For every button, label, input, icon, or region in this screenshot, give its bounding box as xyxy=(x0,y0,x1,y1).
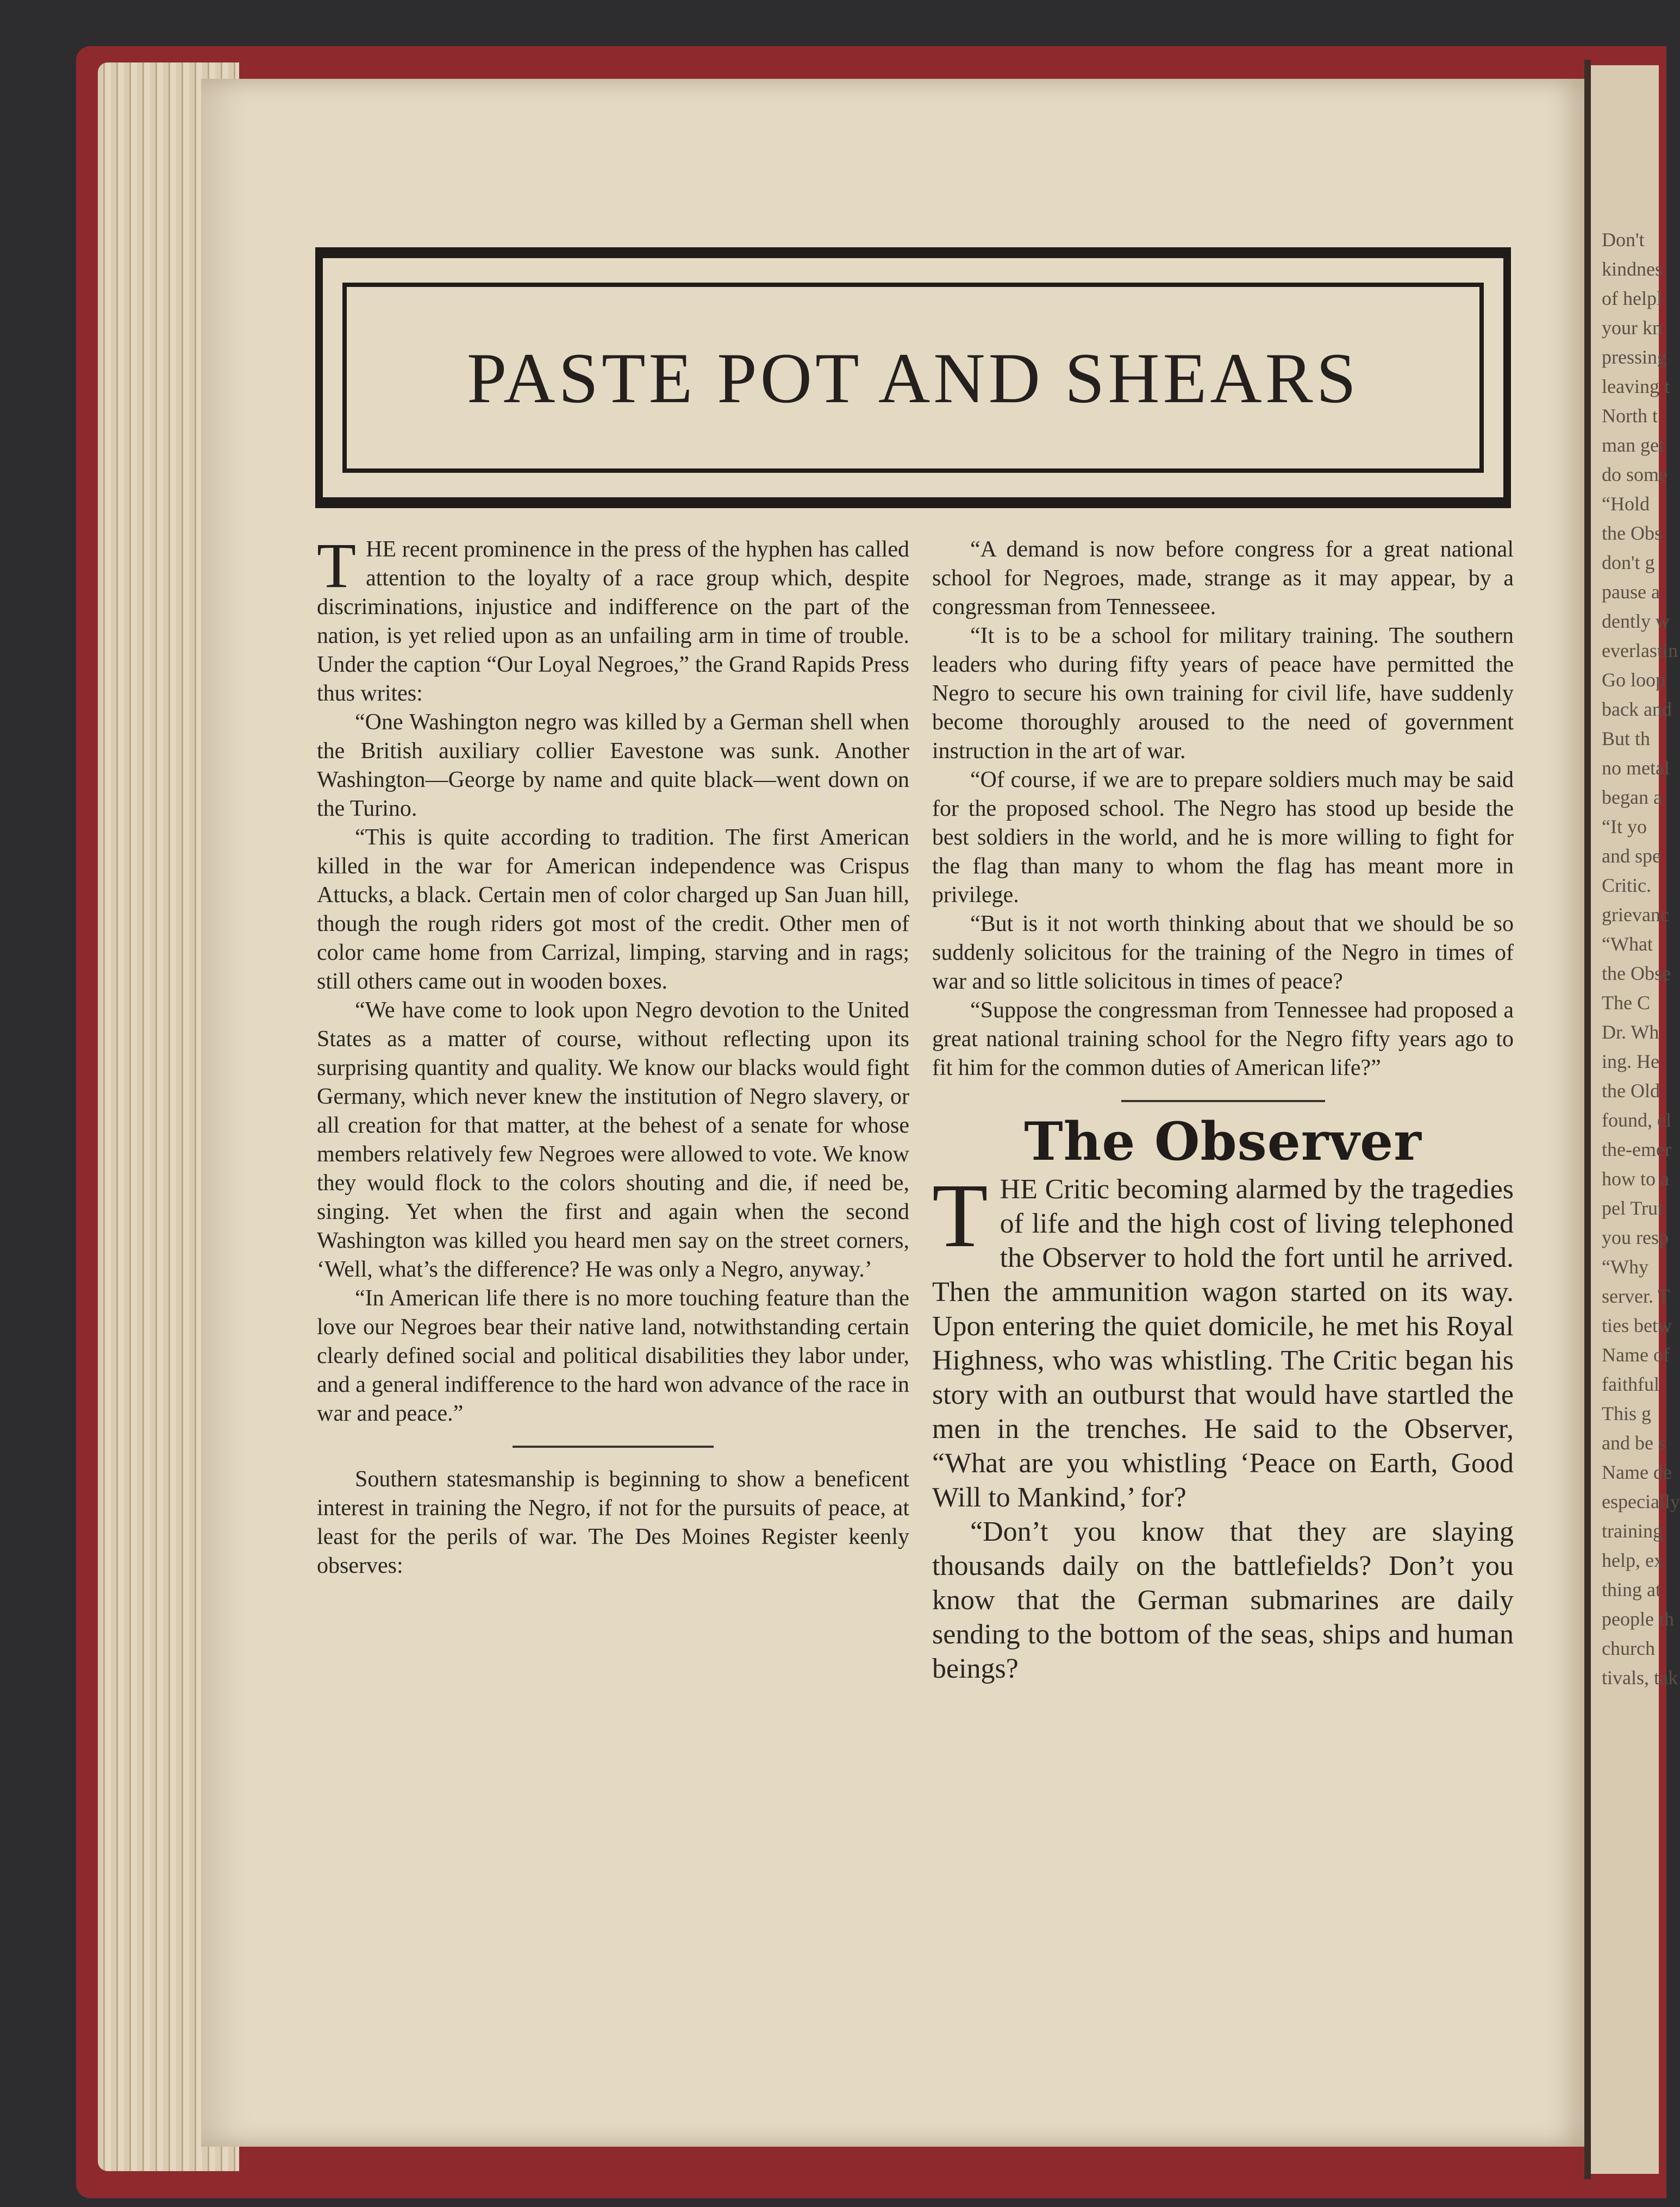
facing-page-text-fragment: your kn xyxy=(1602,317,1662,339)
title-banner xyxy=(342,283,1484,473)
quote-paragraph: “A demand is now before congress for a great national school for Negroes, made, strange as it may appear, by a congressman from Tennesseee. xyxy=(932,537,1514,620)
facing-page-text-fragment: “It yo xyxy=(1602,816,1647,837)
facing-page-text-fragment: “Hold xyxy=(1602,493,1650,515)
facing-page-text-fragment: server. T xyxy=(1602,1285,1670,1307)
facing-page-text-fragment: church xyxy=(1602,1637,1655,1659)
section-divider xyxy=(513,1446,714,1448)
observer-heading: The Observer xyxy=(1024,1111,1422,1172)
facing-page-text-fragment: “Why xyxy=(1602,1256,1648,1278)
facing-page-text-fragment: back and xyxy=(1602,698,1672,720)
drop-cap: T xyxy=(317,530,357,601)
intro-paragraph: THE recent prominence in the press of the hyphen has called attention to the loyalty of a race group which, despite discriminations, injustice and indifference on the part of the nation, is yet relied upon as an unfailing arm in time of trouble. Under the caption “Our Loyal Negroes,” the Grand Rapids Press thus writes: xyxy=(317,530,909,706)
facing-page-text-fragment: especially xyxy=(1602,1491,1680,1512)
facing-page-text-fragment: man get xyxy=(1602,434,1664,456)
facing-page-text-fragment: kindnes xyxy=(1602,258,1663,280)
facing-page-text-fragment: no metal xyxy=(1602,757,1670,779)
facing-page-text-fragment: “What xyxy=(1602,933,1653,955)
quote-paragraph: “Suppose the congressman from Tennessee had proposed a great national training school for the Negro fifty years ago to fit him for the common duties of American life?” xyxy=(932,998,1514,1080)
quote-paragraph: “In American life there is no more touching feature than the love our Negroes bear their native land, notwithstanding certain clearly defined social and political disabilities they labor under, and a general indifference to the hard won advance of the race in war and peace.” xyxy=(317,1286,909,1426)
drop-cap: T xyxy=(932,1165,988,1266)
facing-page-text-fragment: Dr. Wh xyxy=(1602,1021,1659,1043)
facing-page-text-fragment: But th xyxy=(1602,728,1651,749)
facing-page-text-fragment: Go loop xyxy=(1602,669,1665,691)
facing-page-text-fragment: Don't xyxy=(1602,229,1645,251)
facing-page-text-fragment: dently w xyxy=(1602,610,1670,632)
facing-page-text-fragment: everlastin xyxy=(1602,640,1678,661)
observer-paragraph: “Don’t you know that they are slaying thousands daily on the battlefields? Don’t you know that the German submarines are daily sending to the bottom of the seas, ships and human beings? xyxy=(932,1516,1514,1684)
right-column xyxy=(932,535,1514,1686)
facing-page-text-fragment: North t xyxy=(1602,405,1658,427)
facing-page-text-fragment: do some xyxy=(1602,464,1667,485)
facing-page-text-fragment: Critic. xyxy=(1602,874,1651,896)
facing-page-text-fragment: Name of xyxy=(1602,1344,1670,1366)
section-divider xyxy=(1121,1100,1325,1102)
facing-page-text-fragment: how to a xyxy=(1602,1168,1669,1190)
facing-page-text-fragment: the Old xyxy=(1602,1080,1660,1102)
quote-paragraph: “One Washington negro was killed by a German shell when the British auxiliary collier Eavestone was sunk. Another Washington—George by name and quite black—went down on the Turino. xyxy=(317,710,909,821)
observer-article xyxy=(932,1165,1514,1686)
facing-page-text-fragment: the-emer xyxy=(1602,1139,1671,1160)
facing-page-text-fragment: ties betw xyxy=(1602,1315,1672,1336)
facing-page-text-fragment: and spe xyxy=(1602,845,1661,867)
facing-page-text-fragment: found, el xyxy=(1602,1109,1671,1131)
facing-page-text-fragment: thing at xyxy=(1602,1579,1661,1600)
facing-page-text-fragment: ing. He xyxy=(1602,1051,1659,1072)
facing-page-edge xyxy=(1591,65,1680,2174)
facing-page-text-fragment: leaving t xyxy=(1602,376,1670,397)
facing-page-text-fragment: The C xyxy=(1602,992,1650,1014)
observer-intro-paragraph: THE Critic becoming alarmed by the tragedies of life and the high cost of living telephoned the Observer to hold the fort until he arrived. Then the ammunition wagon started on its way. Upon entering the quiet domicile, he met his Royal Highness, who was whistling. The Critic began his story with an outburst that would have startled the men in the trenches. He said to the Observer, “What are you whistling ‘Peace on Earth, Good Will to Mankind,’ for? xyxy=(932,1165,1514,1513)
facing-page-text-fragment: tivals, tak xyxy=(1602,1667,1678,1689)
quote-paragraph: “But is it not worth thinking about that we should be so suddenly solicitous for the training of the Negro in times of war and so little solicitous in times of peace? xyxy=(932,911,1514,994)
closing-paragraph: Southern statesmanship is beginning to show a beneficent interest in training the Negro, if not for the pursuits of peace, at least for the perils of war. The Des Moines Register keenly observes: xyxy=(317,1467,909,1578)
facing-page-text-fragment: you resp xyxy=(1602,1227,1669,1248)
quote-paragraph: “This is quite according to tradition. The first American killed in the war for American independence was Crispus Attucks, a black. Certain men of color charged up San Juan hill, though the rough riders got most of the credit. Other men of color came home from Carrizal, limping, starving and in rags; still others came out in wooden boxes. xyxy=(317,825,909,994)
quote-paragraph: “We have come to look upon Negro devotion to the United States as a matter of course, without reflecting upon its surprising quantity and quality. We know our blacks would fight Germany, which never knew the institution of Negro slavery, or all creation for that matter, at the behest of a senate for whose members relatively few Negroes were allowed to vote. We know they would flock to the colors shouting and die, if need be, singing. Yet when the first and again when the second Washington was killed you heard men say on the street corners, ‘Well, what’s the difference? He was only a Negro, anyway.’ xyxy=(317,998,909,1282)
facing-page-text-fragment: people th xyxy=(1602,1608,1674,1630)
facing-page-text-fragment: pel Trut xyxy=(1602,1197,1664,1219)
facing-page-text-fragment: began a xyxy=(1602,786,1662,808)
facing-page-text-fragment: training xyxy=(1602,1520,1663,1542)
page-title: PASTE POT AND SHEARS xyxy=(466,337,1360,418)
facing-page-text-fragment: grievanc xyxy=(1602,904,1669,926)
facing-page-text-fragment: of helpl xyxy=(1602,287,1662,309)
facing-page-text-fragment: help, ex xyxy=(1602,1549,1664,1571)
facing-page-text-fragment: pause a xyxy=(1602,581,1660,603)
facing-page-text-fragment: and be s xyxy=(1602,1432,1666,1454)
book-gutter xyxy=(1584,60,1591,2179)
facing-page-text-fragment: don't g xyxy=(1602,552,1655,573)
quote-paragraph: “It is to be a school for military training. The southern leaders who during fifty years of peace have permitted the Negro to secure his own training for civil life, have suddenly become thoroughly aroused to the need of government instruction in the art of war. xyxy=(932,623,1514,764)
facing-page-text-fragment: the Obse xyxy=(1602,962,1671,984)
facing-page-text-fragment: faithful xyxy=(1602,1373,1659,1395)
quote-paragraph: “Of course, if we are to prepare soldiers much may be said for the proposed school. The Negro has stood up beside the best soldiers in the world, and he is more willing to fight for the flag than many to whom the flag has meant more in privilege. xyxy=(932,767,1514,908)
facing-page-text-fragment: Name de xyxy=(1602,1461,1672,1483)
left-column xyxy=(317,530,909,1580)
facing-page-text-fragment: pressing xyxy=(1602,346,1667,368)
facing-page-text-fragment: This g xyxy=(1602,1403,1652,1424)
facing-page-text-fragment: the Obs xyxy=(1602,522,1662,544)
